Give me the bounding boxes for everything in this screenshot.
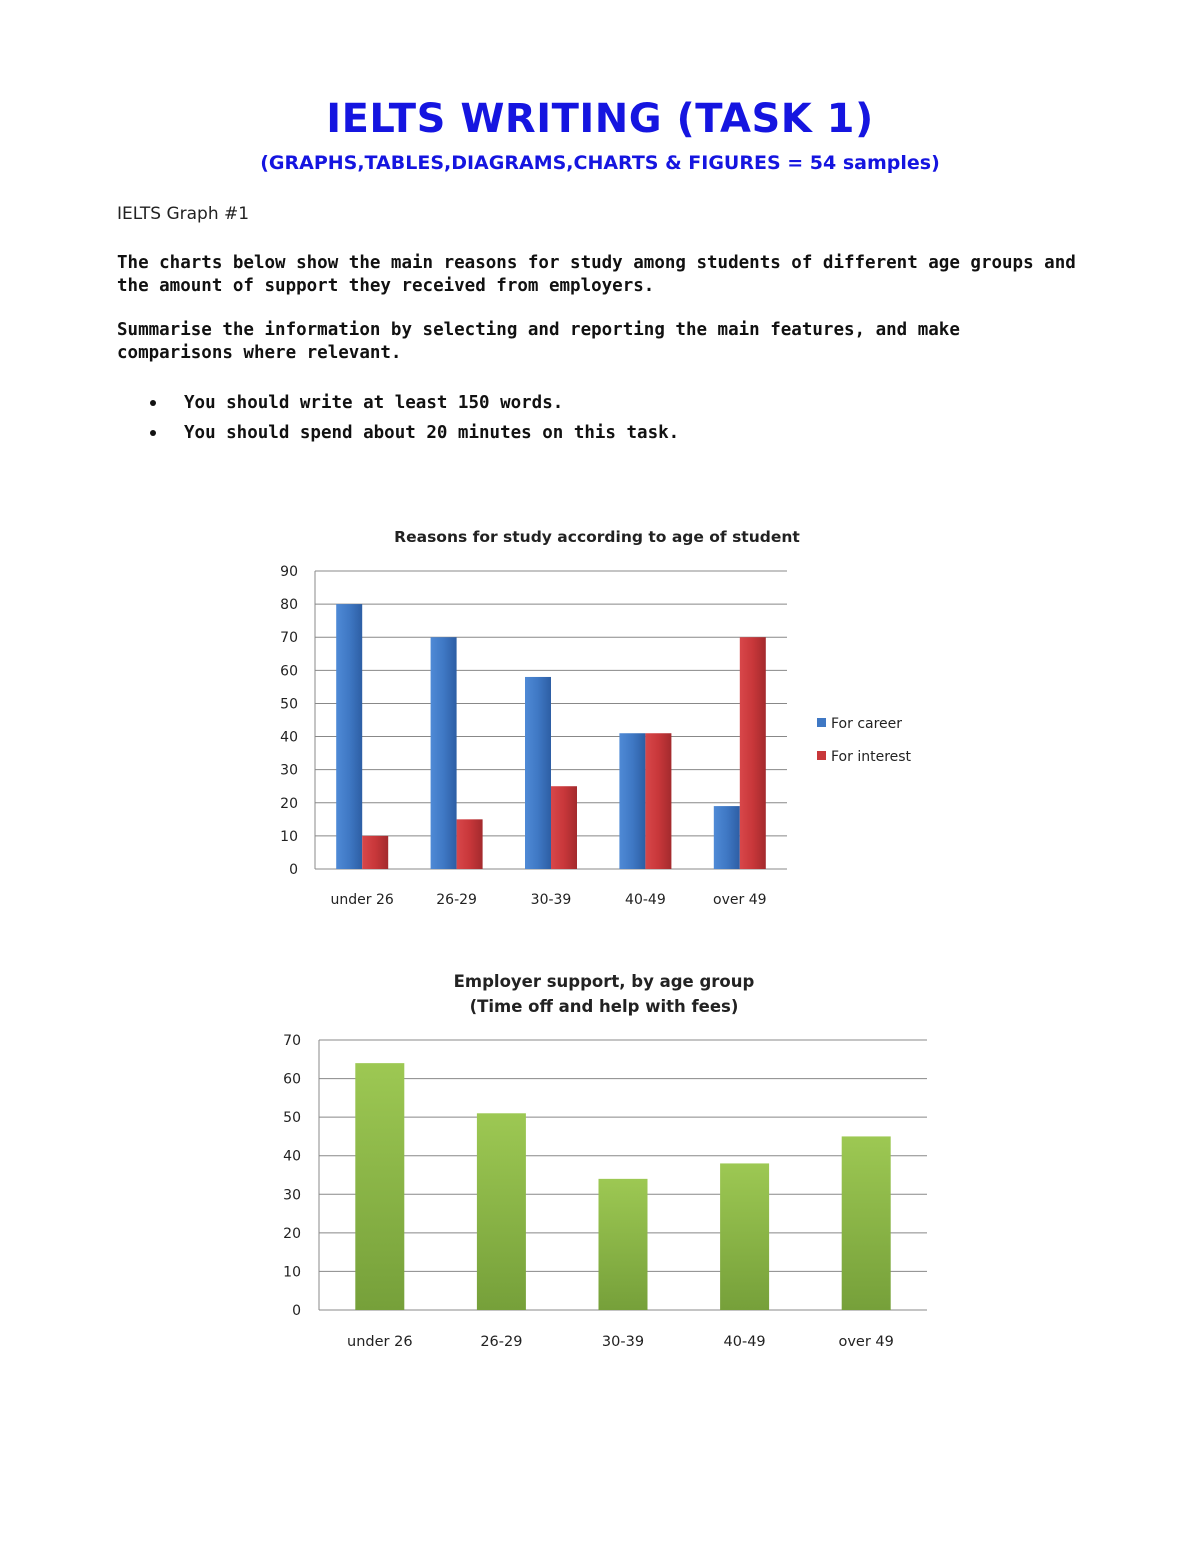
list-item — [150, 418, 679, 448]
bar-career — [431, 637, 457, 869]
x-tick-label: 30-39 — [530, 892, 572, 908]
y-tick-label: 50 — [283, 1110, 301, 1127]
legend-label-career: For career — [831, 716, 903, 732]
bar-career — [619, 733, 645, 869]
y-tick-label: 40 — [280, 729, 298, 746]
y-tick-label: 10 — [280, 828, 298, 845]
bar-support — [842, 1136, 891, 1310]
bar-career — [525, 677, 551, 869]
x-tick-label: over 49 — [713, 892, 767, 908]
legend-swatch-interest — [817, 751, 826, 760]
requirement-text: You should spend about 20 minutes on this task. — [184, 423, 680, 443]
y-tick-label: 70 — [283, 1033, 301, 1049]
list-item — [150, 388, 679, 418]
y-tick-label: 90 — [280, 564, 298, 580]
requirement-text: You should write at least 150 words. — [184, 393, 564, 413]
y-tick-label: 30 — [280, 762, 298, 779]
x-tick-label: 26-29 — [480, 1334, 523, 1350]
page-subtitle: (GRAPHS,TABLES,DIAGRAMS,CHARTS & FIGURES = 54 samples) — [260, 152, 940, 174]
bullet-icon — [150, 430, 156, 436]
task-prompt: The charts below show the main reasons for study among students of different age groups and the amount of support they received from employers. — [117, 253, 1076, 296]
y-tick-label: 0 — [289, 862, 298, 878]
page-title: IELTS WRITING (TASK 1) — [326, 96, 874, 142]
reasons-for-study-chart — [0, 515, 1200, 925]
bar-interest — [740, 637, 766, 869]
bar-support — [720, 1163, 769, 1310]
chart-title: Employer support, by age group — [453, 972, 755, 991]
employer-support-chart — [0, 960, 1200, 1360]
bar-interest — [645, 733, 671, 869]
bar-support — [477, 1113, 526, 1310]
x-tick-label: under 26 — [330, 892, 394, 908]
x-tick-label: 40-49 — [625, 892, 666, 908]
y-tick-label: 20 — [283, 1225, 301, 1242]
task-instructions: Summarise the information by selecting and reporting the main features, and make comparisons where relevant. — [117, 320, 960, 363]
y-tick-label: 60 — [280, 663, 298, 680]
x-tick-label: 30-39 — [601, 1334, 645, 1350]
x-tick-label: 40-49 — [723, 1334, 766, 1350]
y-tick-label: 20 — [280, 795, 298, 812]
y-tick-label: 0 — [292, 1303, 301, 1319]
y-tick-label: 70 — [280, 630, 298, 647]
y-tick-label: 10 — [283, 1264, 301, 1281]
y-tick-label: 30 — [283, 1187, 301, 1204]
bar-support — [599, 1179, 648, 1310]
bar-interest — [551, 786, 577, 869]
legend-label-interest: For interest — [831, 749, 912, 765]
y-tick-label: 50 — [280, 696, 298, 713]
x-tick-label: over 49 — [838, 1334, 894, 1350]
bullet-icon — [150, 400, 156, 406]
bar-support — [355, 1063, 404, 1310]
bar-interest — [362, 836, 388, 869]
bar-career — [714, 806, 740, 869]
chart-subtitle: (Time off and help with fees) — [469, 997, 739, 1016]
y-tick-label: 40 — [283, 1148, 301, 1165]
legend-swatch-career — [817, 718, 826, 727]
graph-label: IELTS Graph #1 — [117, 204, 250, 224]
bar-career — [336, 604, 362, 869]
bar-interest — [457, 819, 483, 869]
y-tick-label: 60 — [283, 1071, 301, 1088]
chart-title: Reasons for study according to age of student — [394, 528, 800, 546]
x-tick-label: under 26 — [347, 1334, 413, 1350]
x-tick-label: 26-29 — [436, 892, 477, 908]
y-tick-label: 80 — [280, 597, 298, 614]
requirements-list — [150, 388, 679, 448]
